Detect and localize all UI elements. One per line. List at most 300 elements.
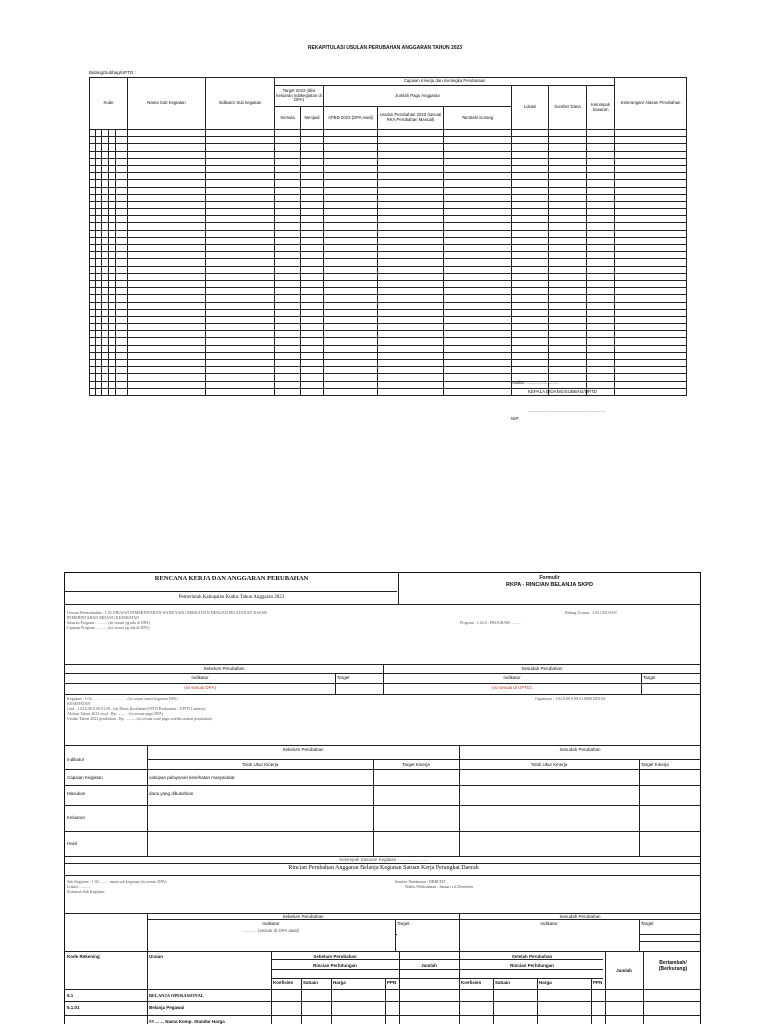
recap-empty-cell (301, 180, 324, 187)
recap-empty-row (90, 324, 687, 331)
recap-empty-cell (615, 245, 687, 252)
recap-empty-row (90, 266, 687, 273)
recap-empty-cell (587, 345, 615, 352)
recap-empty-cell (444, 280, 512, 287)
recap-empty-cell (615, 151, 687, 158)
recap-empty-cell (549, 137, 587, 144)
recap-empty-cell (587, 316, 615, 323)
recap-empty-cell (206, 223, 275, 230)
recap-empty-cell (102, 309, 109, 316)
recap-empty-cell (275, 266, 301, 273)
recap-empty-cell (444, 151, 512, 158)
recap-empty-cell (128, 223, 206, 230)
recap-empty-cell (102, 352, 109, 359)
recap-empty-row (90, 316, 687, 323)
recap-empty-cell (615, 130, 687, 137)
recap-empty-cell (587, 130, 615, 137)
recap-empty-cell (301, 194, 324, 201)
row-hasil: Hasil (67, 841, 78, 846)
recap-empty-cell (275, 151, 301, 158)
recap-empty-cell (128, 331, 206, 338)
recap-empty-cell (378, 180, 444, 187)
bh-harga-a: Harga (333, 980, 346, 985)
recap-empty-cell (512, 252, 549, 259)
rka-form (64, 572, 701, 1024)
recap-empty-row (90, 137, 687, 144)
recap-empty-cell (549, 216, 587, 223)
recap-empty-cell (615, 338, 687, 345)
recap-empty-cell (109, 345, 116, 352)
recap-empty-cell (587, 324, 615, 331)
recap-empty-cell (378, 266, 444, 273)
recap-empty-cell (324, 316, 378, 323)
kegiatan-1: KESEHATAN (67, 701, 91, 706)
recap-empty-cell (275, 165, 301, 172)
recap-empty-row (90, 230, 687, 237)
capaian-text: cakupan pelayanan kesehatan masyarakat (149, 775, 235, 780)
prog-indikator-b: Indikator (503, 675, 521, 680)
recap-empty-cell (549, 252, 587, 259)
recap-empty-cell (587, 173, 615, 180)
recap-empty-cell (275, 180, 301, 187)
recap-empty-cell (109, 338, 116, 345)
recap-empty-cell (512, 316, 549, 323)
recap-empty-cell (275, 288, 301, 295)
recap-empty-cell (587, 158, 615, 165)
recap-empty-cell (275, 360, 301, 367)
recap-empty-cell (512, 151, 549, 158)
prog-indikator-a: Indikator (191, 675, 209, 680)
recap-empty-row (90, 302, 687, 309)
recap-empty-cell (116, 252, 128, 259)
recap-empty-cell (109, 367, 116, 374)
recap-empty-cell (116, 338, 128, 345)
recap-empty-cell (615, 345, 687, 352)
recap-empty-cell (549, 187, 587, 194)
recap-empty-cell (128, 201, 206, 208)
recap-empty-cell (116, 165, 128, 172)
recap-empty-cell (615, 173, 687, 180)
recap-empty-cell (444, 216, 512, 223)
recap-empty-cell (324, 187, 378, 194)
recap-empty-cell (615, 367, 687, 374)
recap-empty-cell (206, 309, 275, 316)
recap-empty-cell (102, 180, 109, 187)
recap-empty-cell (116, 237, 128, 244)
recap-empty-cell (275, 338, 301, 345)
recap-empty-cell (275, 381, 301, 388)
recap-empty-cell (102, 173, 109, 180)
recap-empty-cell (378, 237, 444, 244)
recap-empty-cell (324, 194, 378, 201)
recap-empty-cell (128, 209, 206, 216)
bh-uraian: Uraian (149, 954, 164, 959)
recap-empty-cell (301, 209, 324, 216)
br-uraian-0: BELANJA OPERASIONAL (149, 993, 204, 998)
recap-empty-cell (587, 194, 615, 201)
recap-empty-cell (128, 252, 206, 259)
recap-empty-cell (116, 374, 128, 381)
recap-empty-cell (275, 158, 301, 165)
recap-empty-cell (275, 237, 301, 244)
recap-empty-cell (116, 309, 128, 316)
recap-empty-cell (378, 316, 444, 323)
row-masukan: Masukan (67, 791, 86, 796)
recap-empty-cell (615, 388, 687, 395)
recap-empty-cell (378, 165, 444, 172)
recap-empty-cell (116, 194, 128, 201)
header-sumber: Sumber Dana (549, 86, 587, 130)
info-right-1: Bidang Urusan : 1.02 URUSAN (565, 610, 617, 615)
recap-empty-cell (301, 324, 324, 331)
recap-empty-cell (109, 187, 116, 194)
recap-empty-cell (128, 237, 206, 244)
recap-empty-cell (275, 216, 301, 223)
header-lokasi: Lokasi (512, 86, 549, 130)
recap-empty-cell (324, 324, 378, 331)
recap-empty-cell (275, 302, 301, 309)
recap-empty-cell (324, 245, 378, 252)
recap-empty-cell (378, 302, 444, 309)
recap-empty-cell (206, 324, 275, 331)
recap-empty-cell (444, 352, 512, 359)
recap-empty-cell (102, 331, 109, 338)
recap-empty-cell (615, 374, 687, 381)
recap-empty-cell (378, 252, 444, 259)
recap-empty-cell (615, 360, 687, 367)
recap-empty-cell (109, 259, 116, 266)
recap-empty-cell (512, 280, 549, 287)
recap-empty-cell (378, 158, 444, 165)
recap-empty-cell (206, 338, 275, 345)
recap-empty-cell (512, 158, 549, 165)
recap-empty-cell (444, 309, 512, 316)
recap-empty-cell (444, 374, 512, 381)
recap-empty-cell (206, 273, 275, 280)
recap-empty-cell (301, 237, 324, 244)
recap-empty-cell (587, 144, 615, 151)
recap-empty-cell (444, 245, 512, 252)
recap-empty-cell (206, 130, 275, 137)
recap-empty-cell (102, 273, 109, 280)
recap-empty-cell (301, 216, 324, 223)
br-uraian-2: ## ... ... Nama Komp. Standar Harga (149, 1019, 225, 1024)
recap-empty-cell (102, 209, 109, 216)
recap-empty-cell (549, 165, 587, 172)
recap-empty-cell (324, 352, 378, 359)
recap-empty-cell (109, 165, 116, 172)
recap-empty-cell (206, 201, 275, 208)
recap-empty-cell (549, 230, 587, 237)
recap-empty-cell (301, 295, 324, 302)
sub-target-a: Target (397, 921, 410, 926)
recap-empty-cell (301, 345, 324, 352)
recap-empty-cell (512, 309, 549, 316)
recap-empty-cell (109, 252, 116, 259)
recap-empty-row (90, 187, 687, 194)
recap-empty-cell (128, 216, 206, 223)
sub-indikator-b: Indikator (540, 921, 558, 926)
recap-empty-cell (549, 144, 587, 151)
recap-empty-cell (109, 352, 116, 359)
recap-empty-cell (615, 280, 687, 287)
recap-empty-cell (275, 273, 301, 280)
recap-empty-cell (378, 173, 444, 180)
recap-empty-cell (549, 173, 587, 180)
recap-empty-cell (324, 374, 378, 381)
rka-subtitle: Pemerintah Kabupaten Kudus Tahun Anggaran 2023 (178, 595, 285, 600)
recap-empty-cell (615, 259, 687, 266)
header-keterangan: Keterangan/ Alasan Perubahan (615, 78, 687, 130)
recap-empty-cell (324, 388, 378, 395)
recap-empty-cell (128, 324, 206, 331)
recap-empty-cell (549, 259, 587, 266)
recap-empty-cell (587, 137, 615, 144)
prog-target-a: Target (337, 675, 350, 680)
recap-empty-cell (587, 381, 615, 388)
recap-empty-cell (512, 223, 549, 230)
bh-jumlah-a: Jumlah (421, 963, 437, 968)
recap-empty-cell (102, 137, 109, 144)
recap-empty-cell (444, 288, 512, 295)
prog-target-b: Target (643, 675, 656, 680)
sign-place: Kudus, .......................... (511, 380, 559, 385)
recap-empty-cell (587, 259, 615, 266)
recap-empty-cell (206, 381, 275, 388)
recap-empty-row (90, 165, 687, 172)
recap-empty-cell (109, 130, 116, 137)
recap-empty-cell (444, 360, 512, 367)
recap-empty-cell (615, 302, 687, 309)
recap-empty-cell (549, 324, 587, 331)
recap-empty-cell (324, 295, 378, 302)
sign-line: .............................................................. (528, 408, 606, 413)
recap-empty-cell (109, 237, 116, 244)
recap-empty-cell (512, 165, 549, 172)
sign-nip: NIP. (511, 416, 520, 421)
recap-empty-row (90, 180, 687, 187)
bh-satuan-a: Satuan (303, 980, 319, 985)
br-kode-0: 5.1 (67, 993, 74, 998)
recap-empty-cell (206, 165, 275, 172)
recap-empty-cell (128, 266, 206, 273)
recap-empty-cell (301, 165, 324, 172)
recap-empty-cell (275, 316, 301, 323)
recap-empty-cell (116, 352, 128, 359)
recap-empty-cell (324, 165, 378, 172)
recap-empty-cell (378, 209, 444, 216)
kegiatan-3: Alokasi Tahun 2023 awal : Rp. .......... (isi sesuai pagu DPA) (67, 711, 164, 716)
recap-empty-cell (206, 345, 275, 352)
recap-empty-cell (444, 137, 512, 144)
bh-jumlah-b: Jumlah (616, 968, 632, 973)
recap-empty-cell (549, 280, 587, 287)
recap-empty-cell (116, 187, 128, 194)
sub-target-b: Target (641, 921, 654, 926)
kelompok-sasaran: Kelompok Sasaran Kegiatan : ...................... (339, 857, 428, 862)
bh-satuan-b: Satuan (495, 980, 511, 985)
recap-empty-cell (587, 331, 615, 338)
recap-empty-cell (116, 259, 128, 266)
recap-empty-cell (444, 381, 512, 388)
recap-empty-row (90, 388, 687, 395)
recap-empty-cell (378, 151, 444, 158)
recap-empty-cell (109, 201, 116, 208)
recap-empty-cell (512, 266, 549, 273)
recap-empty-cell (378, 288, 444, 295)
recap-empty-cell (587, 216, 615, 223)
recap-empty-cell (512, 345, 549, 352)
recap-empty-cell (549, 338, 587, 345)
recap-empty-row (90, 151, 687, 158)
recap-empty-cell (587, 295, 615, 302)
recap-empty-cell (109, 288, 116, 295)
recap-empty-cell (615, 194, 687, 201)
recap-empty-cell (444, 201, 512, 208)
recap-empty-cell (116, 173, 128, 180)
rka-title: RENCANA KERJA DAN ANGGARAN PERUBAHAN (154, 575, 309, 582)
recap-empty-cell (378, 352, 444, 359)
recap-empty-cell (128, 280, 206, 287)
recap-empty-cell (512, 230, 549, 237)
recap-empty-cell (324, 345, 378, 352)
recap-empty-cell (615, 316, 687, 323)
recap-empty-cell (324, 130, 378, 137)
recap-empty-cell (324, 252, 378, 259)
header-tambah: Tambah/ Kurang (444, 107, 512, 130)
recap-empty-cell (275, 130, 301, 137)
recap-empty-cell (378, 144, 444, 151)
bh-setelah: Setelah Perubahan (511, 954, 553, 959)
recap-empty-cell (549, 302, 587, 309)
recap-empty-cell (324, 180, 378, 187)
recap-empty-cell (102, 338, 109, 345)
recap-empty-cell (512, 130, 549, 137)
recap-empty-cell (615, 180, 687, 187)
recap-empty-cell (378, 216, 444, 223)
recap-empty-cell (116, 209, 128, 216)
header-target: Target 2023 (diisi keluaran subkegiatan di DPA) (275, 86, 324, 107)
recap-empty-cell (378, 223, 444, 230)
recap-empty-cell (512, 295, 549, 302)
recap-empty-cell (206, 288, 275, 295)
recap-empty-cell (301, 273, 324, 280)
recap-empty-cell (378, 324, 444, 331)
recap-empty-cell (102, 252, 109, 259)
recap-empty-cell (444, 252, 512, 259)
recap-empty-cell (116, 201, 128, 208)
recap-empty-row (90, 173, 687, 180)
recap-empty-cell (301, 137, 324, 144)
recap-empty-cell (324, 259, 378, 266)
recap-empty-cell (587, 273, 615, 280)
recap-empty-cell (615, 309, 687, 316)
recap-empty-cell (128, 230, 206, 237)
recap-empty-row (90, 273, 687, 280)
recap-empty-cell (128, 151, 206, 158)
recap-empty-cell (444, 324, 512, 331)
recap-empty-cell (615, 187, 687, 194)
recap-empty-cell (109, 194, 116, 201)
recap-empty-cell (587, 201, 615, 208)
kegiatan-0: Kegiatan : 1.02.. . . . . . . . . . . . . . . . .. (isi sesuai nama kegiatan DPA) (67, 696, 178, 701)
recap-empty-cell (587, 374, 615, 381)
recap-empty-cell (378, 245, 444, 252)
recap-empty-cell (378, 374, 444, 381)
recap-empty-cell (378, 230, 444, 237)
recap-empty-cell (102, 316, 109, 323)
recap-empty-cell (102, 130, 109, 137)
recap-empty-cell (587, 187, 615, 194)
recap-empty-cell (549, 201, 587, 208)
recap-empty-cell (116, 388, 128, 395)
recap-empty-cell (275, 209, 301, 216)
recap-empty-cell (102, 295, 109, 302)
recap-empty-cell (549, 331, 587, 338)
recap-empty-cell (128, 187, 206, 194)
recap-empty-cell (301, 367, 324, 374)
recap-empty-cell (324, 209, 378, 216)
recap-empty-cell (206, 209, 275, 216)
recap-empty-cell (102, 288, 109, 295)
recap-empty-row (90, 194, 687, 201)
recap-empty-cell (301, 201, 324, 208)
recap-empty-cell (102, 165, 109, 172)
recap-empty-cell (378, 360, 444, 367)
recap-empty-cell (206, 230, 275, 237)
recap-empty-cell (102, 280, 109, 287)
recap-empty-cell (116, 230, 128, 237)
recap-empty-cell (378, 201, 444, 208)
recap-empty-row (90, 223, 687, 230)
recap-empty-cell (615, 352, 687, 359)
recap-empty-cell (109, 158, 116, 165)
recap-empty-cell (512, 338, 549, 345)
recap-empty-cell (615, 252, 687, 259)
recap-empty-row (90, 338, 687, 345)
recap-empty-cell (102, 302, 109, 309)
recap-empty-cell (587, 266, 615, 273)
recap-empty-cell (206, 252, 275, 259)
recap-empty-cell (301, 151, 324, 158)
kegiatan-2: Unit : 1.02.0.00.0.00.01.00.. (isi Dinas Kesehatan/UPTD Puskesmas / UPTD Lainnya) (67, 706, 206, 711)
recap-empty-cell (275, 367, 301, 374)
recap-empty-cell (324, 151, 378, 158)
recap-empty-cell (128, 130, 206, 137)
recap-empty-cell (378, 259, 444, 266)
recap-empty-cell (301, 259, 324, 266)
recap-empty-cell (615, 295, 687, 302)
recap-empty-cell (102, 381, 109, 388)
recap-empty-cell (324, 237, 378, 244)
recap-empty-cell (587, 360, 615, 367)
recap-empty-cell (378, 130, 444, 137)
recap-empty-cell (116, 158, 128, 165)
recap-empty-row (90, 144, 687, 151)
recap-empty-cell (109, 295, 116, 302)
recap-empty-row (90, 245, 687, 252)
recap-empty-cell (512, 194, 549, 201)
recap-empty-row (90, 259, 687, 266)
info-left-0: Urusan Pemerintahan : 1.02 URUSAN PEMERINTAHAN WAJIB YANG BERKAITAN DENGAN PELAYANAN DASAR (67, 610, 267, 615)
recap-empty-cell (301, 388, 324, 395)
recap-empty-cell (378, 309, 444, 316)
recap-table (89, 77, 687, 396)
recap-empty-cell (444, 388, 512, 395)
recap-empty-cell (109, 374, 116, 381)
recap-empty-cell (549, 245, 587, 252)
recap-empty-cell (301, 374, 324, 381)
